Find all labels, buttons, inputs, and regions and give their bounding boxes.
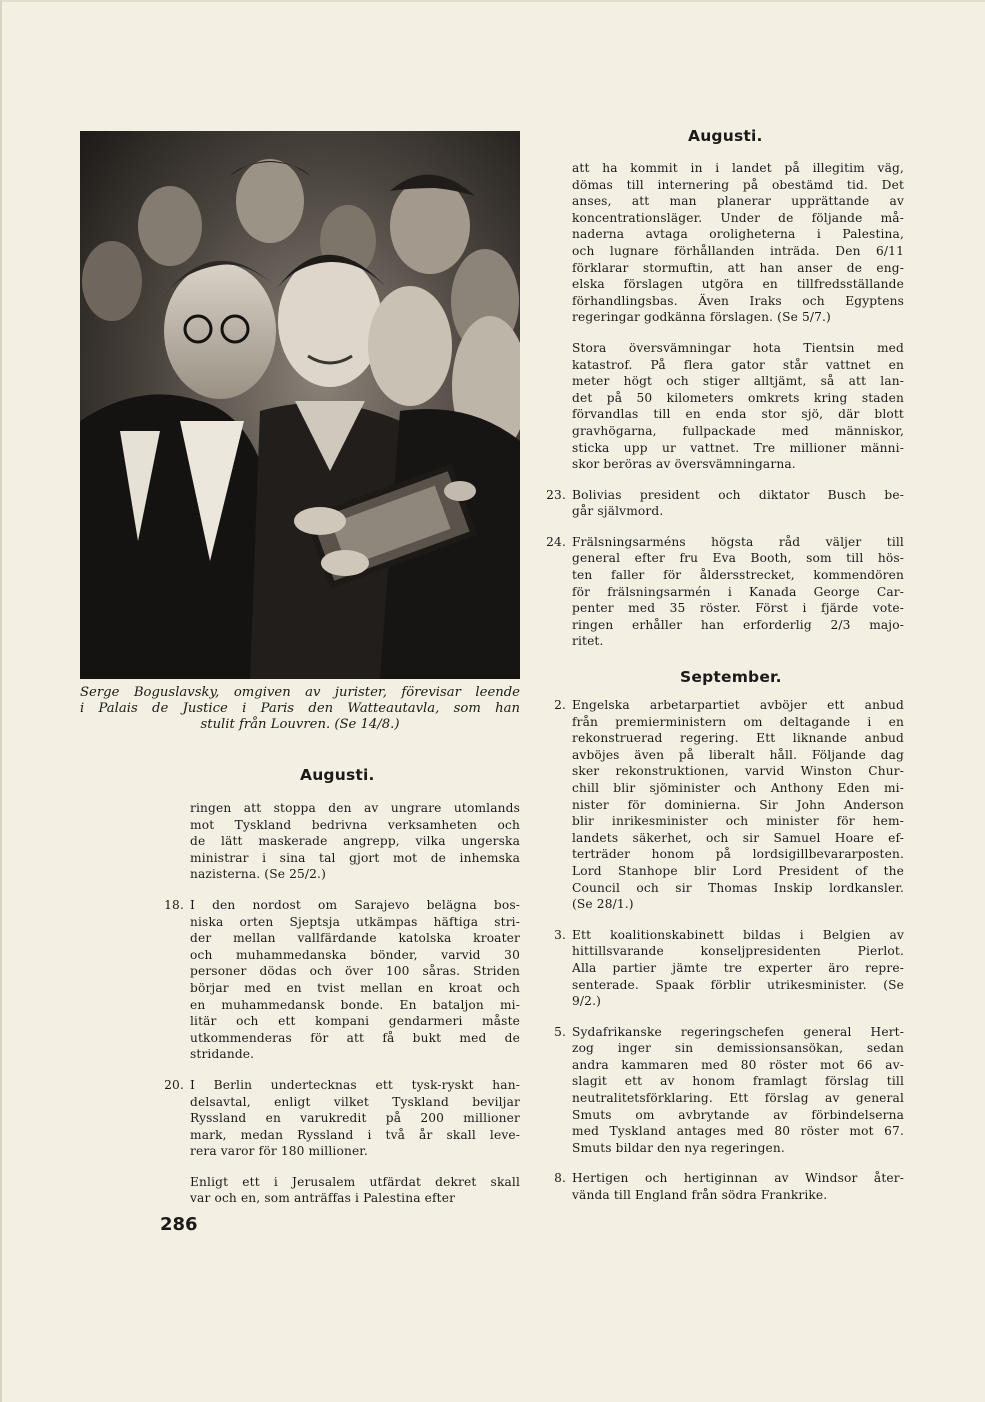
entry-date-number: 8. — [554, 1171, 566, 1186]
text-line: ministrar i sina tal gjort mot de inhemska — [190, 850, 520, 865]
entry-date-number: 5. — [554, 1024, 566, 1039]
text-line: Ett koalitionskabinett bildas i Belgien av — [572, 927, 904, 942]
text-line: personer dödas och över 100 såras. Striden — [190, 964, 520, 979]
text-line: zog inger sin demissionsansökan, sedan — [572, 1041, 904, 1056]
text-line: niska orten Sjeptsja utkämpas häftiga stri- — [190, 914, 520, 929]
text-line: avböjes även på liberalt håll. Följande dag — [572, 747, 904, 762]
text-line: blir inrikesminister och minister för hem- — [572, 814, 904, 829]
text-line: Alla partier jämte tre experter äro repre- — [572, 960, 904, 975]
text-line: förklarar stormuftin, att han anser de eng- — [572, 260, 904, 275]
entry-paragraph — [190, 800, 520, 883]
entry-date-number: 18. — [164, 897, 184, 912]
entry-date-number: 2. — [554, 698, 566, 712]
text-line: och lugnare förhållanden inträda. Den 6/11 — [572, 243, 904, 258]
text-line: ritet. — [572, 634, 604, 649]
text-line: nazisterna. (Se 25/2.) — [190, 867, 326, 882]
text-line: från premierministern om deltagande i en — [572, 714, 904, 729]
text-line: rekonstruerad regering. Ett liknande anbud — [572, 731, 904, 746]
entry-paragraph — [164, 1077, 520, 1160]
text-line: det på 50 kilometers omkrets kring staden — [572, 390, 904, 405]
text-line: hittillsvarande konseljpresidenten Pierlot. — [572, 944, 904, 959]
september-heading: September. — [680, 668, 782, 686]
text-line: stridande. — [190, 1047, 255, 1062]
text-line: I Berlin undertecknas ett tysk-ryskt han- — [190, 1077, 520, 1092]
text-line: general efter fru Eva Booth, som till hös- — [572, 551, 904, 566]
caption-line: stulit från Louvren. (Se 14/8.) — [200, 717, 400, 732]
text-line: ringen att stoppa den av ungrare utomlands — [190, 801, 520, 815]
text-line: delsavtal, enligt vilket Tyskland beviljar — [190, 1094, 520, 1109]
text-line: senterade. Spaak förblir utrikesminister. (Se — [572, 977, 904, 992]
right-column-august — [546, 160, 904, 650]
text-line: dömas till internering på obestämd tid. Det — [572, 177, 904, 192]
text-line: meter högt och stiger alltjämt, så att lan- — [572, 374, 904, 389]
text-line: terträder honom på lordsigillbevararposten. — [572, 847, 904, 862]
text-line: neutralitetsförklaring. Ett förslag av general — [572, 1091, 904, 1106]
text-line: landets säkerhet, och sir Samuel Hoare ef- — [572, 830, 904, 845]
text-line: var och en, som anträffas i Palestina efter — [190, 1191, 456, 1206]
text-line: att ha kommit in i landet på illegitim väg, — [572, 161, 904, 175]
text-line: går självmord. — [572, 504, 664, 519]
page-number: 286 — [160, 1214, 198, 1235]
entry-date-number: 3. — [554, 927, 566, 942]
text-line: Council och sir Thomas Inskip lordkansler. — [572, 880, 904, 895]
entry-paragraph — [546, 487, 904, 520]
text-line: Bolivias president och diktator Busch be- — [572, 487, 904, 502]
text-line: vända till England från södra Frankrike. — [572, 1188, 828, 1203]
text-line: Stora översvämningar hota Tientsin med — [572, 340, 904, 355]
entry-paragraph — [554, 697, 904, 913]
entry-paragraph — [554, 1024, 904, 1157]
entry-paragraph — [554, 1170, 904, 1203]
text-line: ringen erhåller han erforderlig 2/3 majo- — [572, 617, 904, 632]
text-line: anses, att man planerar upprättande av — [572, 194, 904, 209]
text-line: slagit ett av honom framlagt förslag till — [572, 1074, 904, 1089]
entry-date-number: 24. — [546, 534, 566, 549]
text-line: der mellan vallfärdande katolska kroater — [190, 931, 520, 946]
text-line: nister för dominierna. Sir John Anderson — [572, 797, 904, 812]
text-line: sker rekonstruktionen, varvid Winston Chur- — [572, 764, 904, 779]
text-line: naderna avtaga oroligheterna i Palestina, — [572, 227, 904, 242]
text-line: elska förslagen utgöra en tillfredsställande — [572, 277, 904, 292]
text-line: skor beröras av översvämningarna. — [572, 457, 796, 472]
entry-date-number: 20. — [164, 1077, 184, 1092]
photo-caption — [80, 685, 520, 733]
text-line: ten faller för åldersstrecket, kommendören — [572, 568, 904, 583]
news-photograph — [80, 131, 520, 679]
text-line: gravhögarna, fullpackade med människor, — [572, 423, 904, 438]
left-column — [164, 800, 520, 1207]
text-line: och muhammedanska bönder, varvid 30 — [190, 947, 520, 962]
left-column-heading: Augusti. — [300, 766, 375, 784]
text-line: chill blir sjöminister och Anthony Eden mi- — [572, 780, 904, 795]
text-line: mark, medan Ryssland i två år skall leve- — [190, 1127, 520, 1142]
entry-paragraph — [554, 927, 904, 1010]
text-line: Smuts om avbrytande av förbindelserna — [572, 1107, 904, 1122]
text-line: andra kammaren med 80 röster mot 66 av- — [572, 1057, 904, 1072]
entry-date-number: 23. — [546, 487, 566, 502]
photograph-icon — [80, 131, 520, 679]
text-line: för frälsningsarmén i Kanada George Car- — [572, 584, 904, 599]
text-line: med Tyskland antages med 80 röster mot 67. — [572, 1124, 904, 1139]
caption-line: i Palais de Justice i Paris den Watteautavla, som han — [80, 701, 520, 716]
text-line: en muhammedansk bonde. En bataljon mi- — [190, 997, 520, 1012]
text-line: Smuts bildar den nya regeringen. — [572, 1140, 785, 1155]
text-line: utkommenderas för att få bukt med de — [190, 1030, 520, 1045]
text-line: Frälsningsarméns högsta råd väljer till — [572, 534, 904, 549]
right-column-september — [554, 697, 904, 1204]
text-line: (Se 28/1.) — [572, 897, 634, 912]
text-line: förhandlingsbas. Även Iraks och Egyptens — [572, 293, 904, 308]
text-line: Enligt ett i Jerusalem utfärdat dekret skall — [190, 1174, 520, 1189]
right-column-heading: Augusti. — [688, 127, 763, 145]
text-line: Lord Stanhope blir Lord President of the — [572, 863, 904, 878]
text-line: regeringar godkänna förslagen. (Se 5/7.) — [572, 310, 831, 325]
entry-paragraph — [190, 1174, 520, 1207]
entry-paragraph — [572, 160, 904, 326]
text-line: Engelska arbetarpartiet avböjer ett anbud — [572, 698, 904, 712]
caption-line: Serge Boguslavsky, omgiven av jurister, förevisar leende — [80, 685, 520, 700]
text-line: katastrof. På flera gator står vattnet en — [572, 357, 904, 372]
text-line: börjar med en tvist mellan en kroat och — [190, 980, 520, 995]
text-line: rera varor för 180 millioner. — [190, 1144, 368, 1159]
text-line: 9/2.) — [572, 994, 601, 1009]
text-line: I den nordost om Sarajevo belägna bos- — [190, 897, 520, 912]
text-line: litär och ett kompani gendarmeri måste — [190, 1014, 520, 1029]
entry-paragraph — [572, 340, 904, 473]
text-line: penter med 35 röster. Först i fjärde vote- — [572, 601, 904, 616]
text-line: de lätt maskerade angrepp, vilka ungerska — [190, 834, 520, 849]
text-line: mot Tyskland bedrivna verksamheten och — [190, 817, 520, 832]
text-line: Hertigen och hertiginnan av Windsor åter- — [572, 1171, 904, 1186]
text-line: förvandlas till en enda stor sjö, där blott — [572, 407, 904, 422]
text-line: sticka upp ur vattnet. Tre millioner männi- — [572, 440, 904, 455]
entry-paragraph — [546, 534, 904, 650]
text-line: Ryssland en varukredit på 200 millioner — [190, 1111, 520, 1126]
text-line: Sydafrikanske regeringschefen general Hert- — [572, 1024, 904, 1039]
entry-paragraph — [164, 897, 520, 1063]
text-line: koncentrationsläger. Under de följande må- — [572, 210, 904, 225]
